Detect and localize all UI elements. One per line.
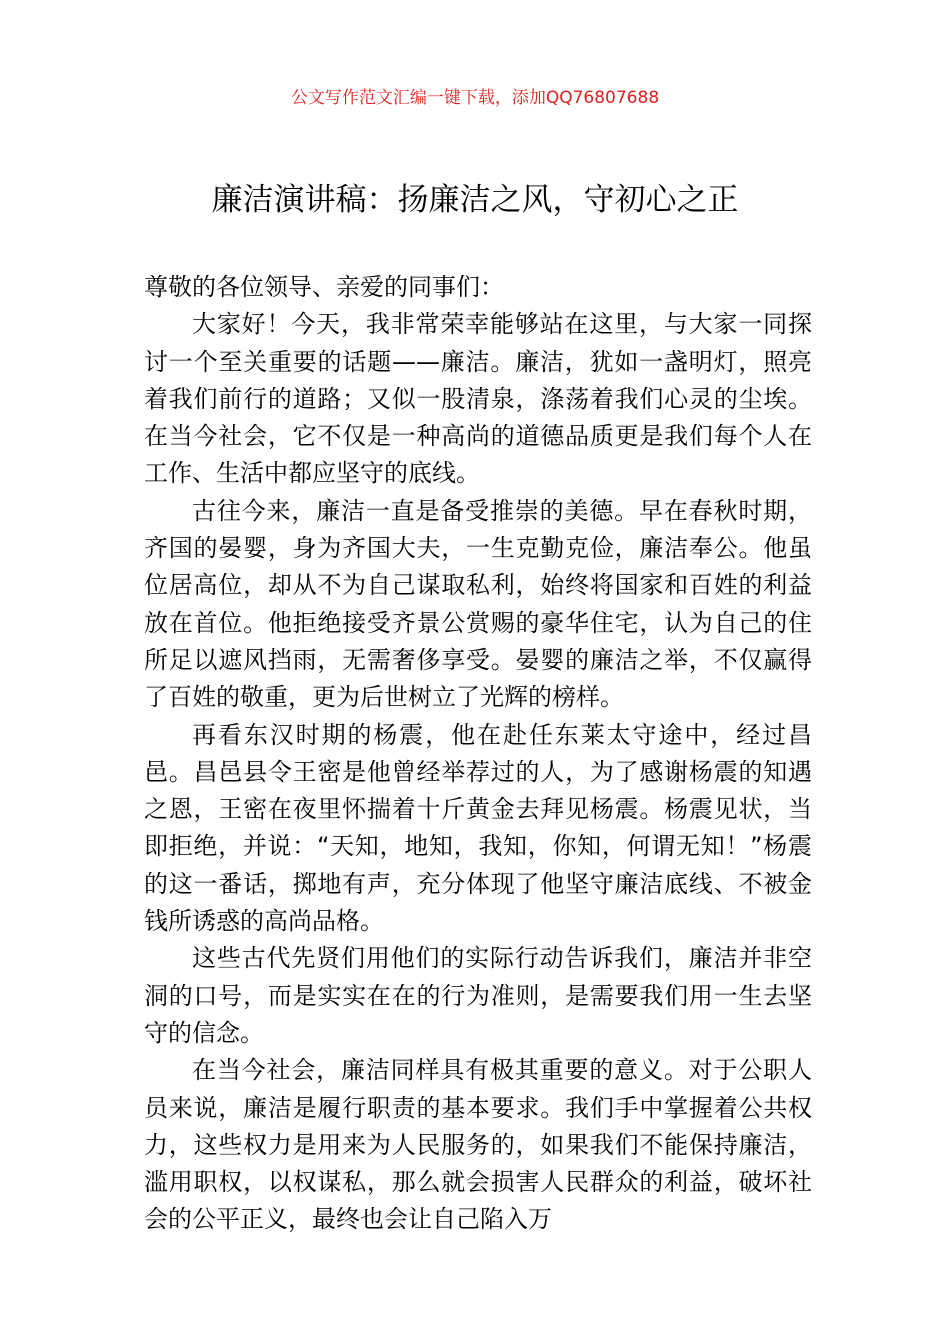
salutation: 尊敬的各位领导、亲爱的同事们： [144,273,504,301]
paragraph: 这些古代先贤们用他们的实际行动告诉我们，廉洁并非空洞的口号，而是实实在在的行为准则，是需要我们用一生去坚守的信念。 [144,944,812,1047]
document-body [144,269,812,1239]
paragraph: 大家好！今天，我非常荣幸能够站在这里，与大家一同探讨一个至关重要的话题——廉洁。廉洁，犹如一盏明灯，照亮着我们前行的道路；又似一股清泉，涤荡着我们心灵的尘埃。在当今社会，它不仅是一种高尚的道德品质更是我们每个人在工作、生活中都应坚守的底线。 [144,310,812,488]
paragraph: 古往今来，廉洁一直是备受推崇的美德。早在春秋时期，齐国的晏婴，身为齐国大夫，一生克勤克俭，廉洁奉公。他虽位居高位，却从不为自己谋取私利，始终将国家和百姓的利益放在首位。他拒绝接受齐景公赏赐的豪华住宅，认为自己的住所足以遮风挡雨，无需奢侈享受。晏婴的廉洁之举，不仅赢得了百姓的敬重，更为后世树立了光辉的榜样。 [144,496,812,712]
download-notice: 公文写作范文汇编一键下载，添加QQ76807688 [290,88,660,108]
paragraph: 再看东汉时期的杨震，他在赴任东莱太守途中，经过昌邑。昌邑县令王密是他曾经举荐过的人，为了感谢杨震的知遇之恩，王密在夜里怀揣着十斤黄金去拜见杨震。杨震见状，当即拒绝，并说：“天知，地知，我知，你知，何谓无知！”杨震的这一番话，掷地有声，充分体现了他坚守廉洁底线、不被金钱所诱惑的高尚品格。 [144,720,812,936]
paragraph: 在当今社会，廉洁同样具有极其重要的意义。对于公职人员来说，廉洁是履行职责的基本要求。我们手中掌握着公共权力，这些权力是用来为人民服务的，如果我们不能保持廉洁，滥用职权，以权谋私，那么就会损害人民群众的利益，破坏社会的公平正义，最终也会让自己陷入万 [144,1056,812,1234]
document-title: 廉洁演讲稿：扬廉洁之风，守初心之正 [211,182,739,218]
